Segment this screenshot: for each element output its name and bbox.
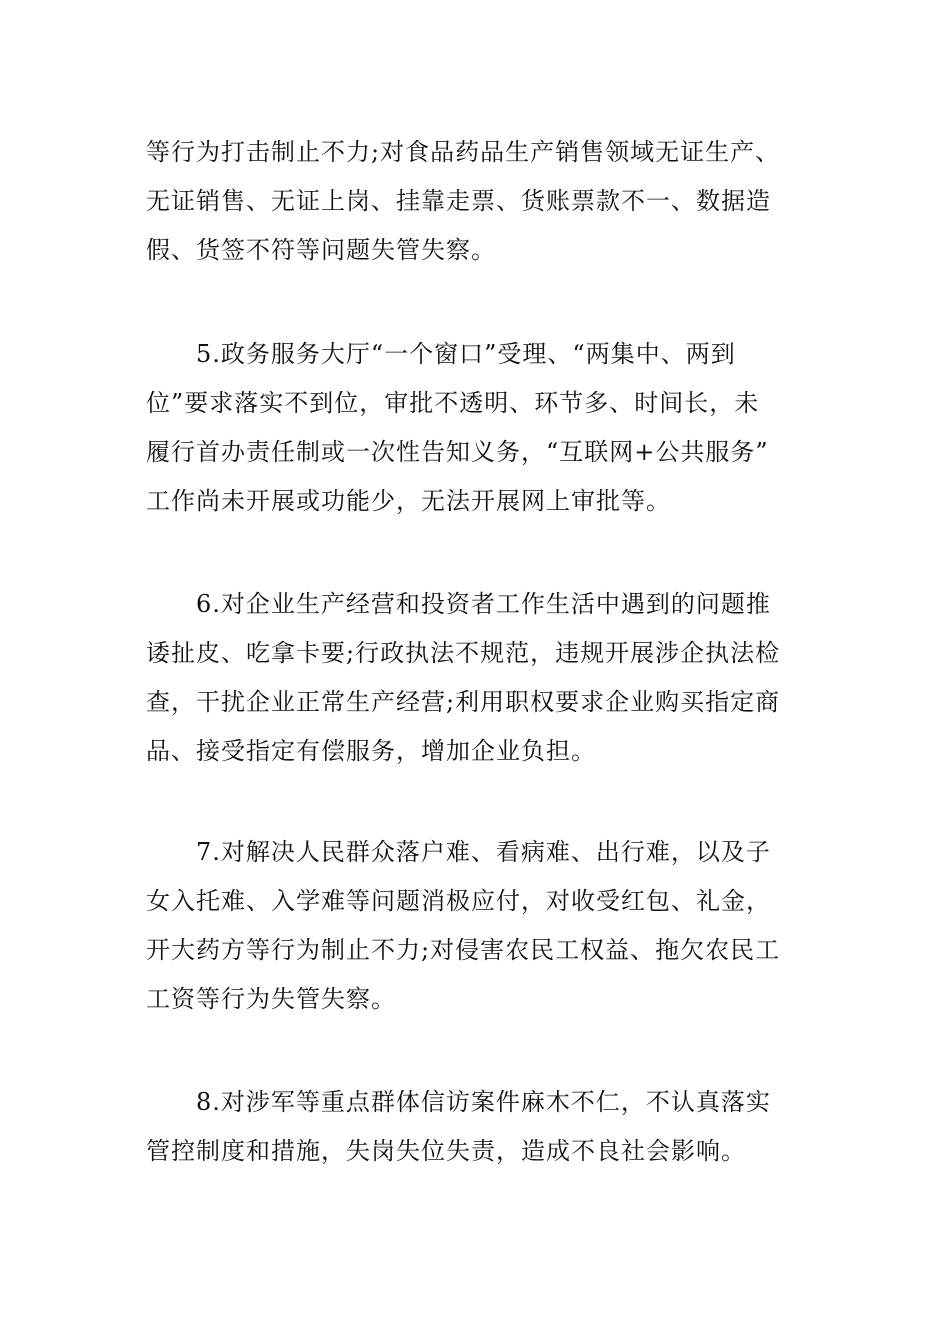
text-line: 工资等行为失管失察。	[146, 985, 396, 1013]
paragraph-item-8	[146, 1078, 811, 1176]
text-line: 女入托难、入学难等问题消极应付，对收受红包、礼金，	[146, 887, 771, 915]
paragraph-item-7	[146, 828, 811, 1024]
text-line: 7.对解决人民群众落户难、看病难、出行难，以及子	[196, 838, 771, 866]
text-line: 查，干扰企业正常生产经营;利用职权要求企业购买指定商	[146, 688, 781, 716]
text-line: 品、接受指定有偿服务，增加企业负担。	[146, 737, 596, 765]
text-line: 5.政务服务大厅“一个窗口”受理、“两集中、两到	[196, 340, 736, 368]
paragraph-item-5	[146, 330, 811, 526]
text-line: 管控制度和措施，失岗失位失责，造成不良社会影响。	[146, 1137, 746, 1165]
text-line: 位”要求落实不到位，审批不透明、环节多、时间长，未	[146, 389, 760, 417]
text-line: 工作尚未开展或功能少，无法开展网上审批等。	[146, 487, 671, 515]
paragraph-item-6	[146, 580, 811, 776]
text-line: 8.对涉军等重点群体信访案件麻木不仁，不认真落实	[196, 1088, 771, 1116]
text-line: 6.对企业生产经营和投资者工作生活中遇到的问题推	[196, 590, 771, 618]
text-line: 开大药方等行为制止不力;对侵害农民工权益、拖欠农民工	[146, 936, 781, 964]
paragraph-continuation	[146, 128, 811, 275]
text-line: 无证销售、无证上岗、挂靠走票、货账票款不一、数据造	[146, 187, 771, 215]
text-line: 等行为打击制止不力;对食品药品生产销售领域无证生产、	[146, 138, 781, 166]
text-line: 履行首办责任制或一次性告知义务，“互联网+公共服务”	[146, 438, 769, 466]
text-line: 诿扯皮、吃拿卡要;行政执法不规范，违规开展涉企执法检	[146, 639, 781, 667]
text-line: 假、货签不符等问题失管失察。	[146, 236, 496, 264]
